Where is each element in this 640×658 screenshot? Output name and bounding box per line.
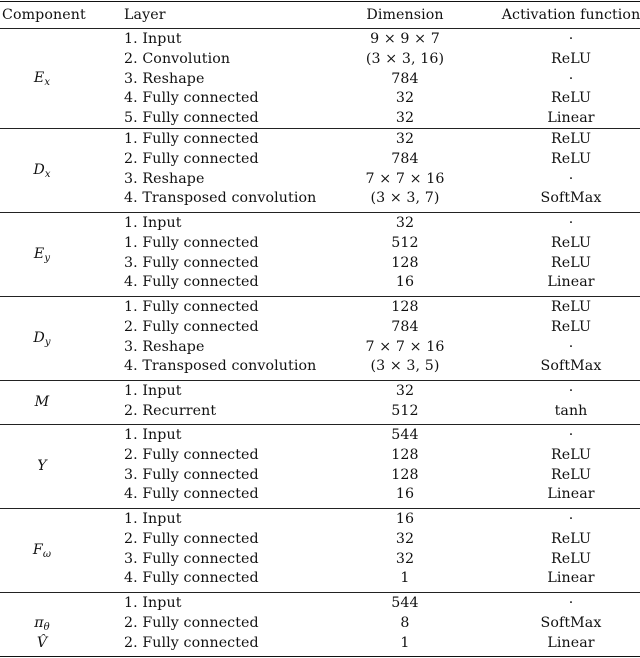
activation-cell: Linear [547,570,595,587]
dimension-cell: (3 × 3, 5) [370,358,440,375]
layer-cell: 4. Fully connected [124,570,259,587]
dimension-cell: 544 [391,595,419,611]
dimension-cell: 16 [395,486,415,503]
activation-cell: ReLU [550,234,592,251]
layer-cell: 2. Fully connected [124,318,259,335]
layer-cell: 2. Convolution [124,50,231,67]
activation-cell: ReLU [550,299,592,315]
layer-cell: 1. Input [124,511,182,527]
activation-cell: · [568,170,574,187]
layer-cell: 4. Transposed convolution [124,190,317,207]
dimension-cell: 512 [391,234,419,251]
dimension-cell: 32 [395,131,415,147]
layer-cell: 3. Fully connected [124,254,259,271]
activation-cell: SoftMax [540,614,602,631]
activation-cell: Linear [547,634,595,651]
activation-cell: ReLU [550,131,592,147]
activation-cell: · [568,31,574,47]
dimension-cell: 784 [391,150,419,167]
layer-cell: 3. Reshape [124,70,205,87]
component-label: M [34,394,50,410]
dimension-cell: (3 × 3, 7) [370,190,440,207]
dimension-cell: 32 [395,90,415,107]
layer-cell: 3. Fully connected [124,550,259,567]
layer-cell: 3. Fully connected [124,466,259,483]
layer-cell: 2. Fully connected [124,634,259,651]
dimension-cell: 128 [391,299,419,315]
dimension-cell: 8 [400,614,410,631]
activation-cell: tanh [554,402,588,419]
activation-cell: Linear [547,486,595,503]
layer-cell: 1. Input [124,595,182,611]
component-label: V̂ [36,634,48,651]
layer-cell: 3. Reshape [124,338,205,355]
layer-cell: 4. Fully connected [124,274,259,291]
activation-cell: Linear [547,110,595,127]
layer-cell: 1. Input [124,215,182,231]
dimension-cell: 1 [400,570,410,587]
activation-cell: SoftMax [540,358,602,375]
layer-cell: 1. Fully connected [124,234,259,251]
layer-cell: 4. Transposed convolution [124,358,317,375]
activation-cell: Linear [547,274,595,291]
layer-cell: 1. Input [124,427,182,443]
dimension-cell: 128 [391,254,419,271]
layer-cell: 1. Fully connected [124,131,259,147]
activation-cell: ReLU [550,50,592,67]
layer-cell: 4. Fully connected [124,486,259,503]
component-label: $F_\omega$ [32,542,52,560]
dimension-cell: 32 [395,550,415,567]
activation-cell: ReLU [550,530,592,547]
activation-cell: ReLU [550,318,592,335]
dimension-cell: 16 [395,274,415,291]
dimension-cell: 784 [391,318,419,335]
dimension-cell: 16 [395,511,415,527]
bottom-rule [0,656,640,657]
layer-cell: 2. Recurrent [124,402,217,419]
dimension-cell: 9 × 9 × 7 [370,31,440,47]
activation-cell: ReLU [550,550,592,567]
dimension-cell: 544 [391,427,419,443]
activation-cell: · [568,338,574,355]
activation-cell: SoftMax [540,190,602,207]
activation-cell: · [568,511,574,527]
activation-cell: ReLU [550,446,592,463]
dimension-cell: 32 [395,383,415,399]
dimension-cell: 1 [400,634,410,651]
dimension-cell: 32 [395,215,415,231]
header-component: Component [2,7,86,23]
dimension-cell: 128 [391,446,419,463]
activation-cell: ReLU [550,150,592,167]
layer-cell: 2. Fully connected [124,446,259,463]
layer-cell: 1. Fully connected [124,299,259,315]
component-label: $\pi_\theta$ [34,614,50,633]
dimension-cell: 32 [395,110,415,127]
activation-cell: · [568,383,574,399]
layer-cell: 1. Input [124,31,182,47]
dimension-cell: 7 × 7 × 16 [365,338,445,355]
dimension-cell: (3 × 3, 16) [365,50,445,67]
component-label: $D_y$ [33,330,51,348]
component-label: $E_x$ [33,70,51,88]
layer-cell: 2. Fully connected [124,530,259,547]
activation-cell: ReLU [550,254,592,271]
activation-cell: · [568,595,574,611]
activation-cell: · [568,215,574,231]
layer-cell: 1. Input [124,383,182,399]
top-rule [0,1,640,2]
dimension-cell: 128 [391,466,419,483]
activation-cell: ReLU [550,466,592,483]
header-dimension: Dimension [366,7,444,23]
header-activation: Activation function [501,7,640,23]
component-label: $E_y$ [33,246,51,264]
activation-cell: · [568,70,574,87]
header-layer: Layer [124,7,166,23]
activation-cell: · [568,427,574,443]
layer-cell: 3. Reshape [124,170,205,187]
component-label: Y [37,458,47,474]
activation-cell: ReLU [550,90,592,107]
dimension-cell: 784 [391,70,419,87]
layer-cell: 4. Fully connected [124,90,259,107]
layer-cell: 5. Fully connected [124,110,259,127]
dimension-cell: 512 [391,402,419,419]
dimension-cell: 7 × 7 × 16 [365,170,445,187]
component-label: $D_x$ [33,162,51,180]
layer-cell: 2. Fully connected [124,614,259,631]
layer-cell: 2. Fully connected [124,150,259,167]
dimension-cell: 32 [395,530,415,547]
